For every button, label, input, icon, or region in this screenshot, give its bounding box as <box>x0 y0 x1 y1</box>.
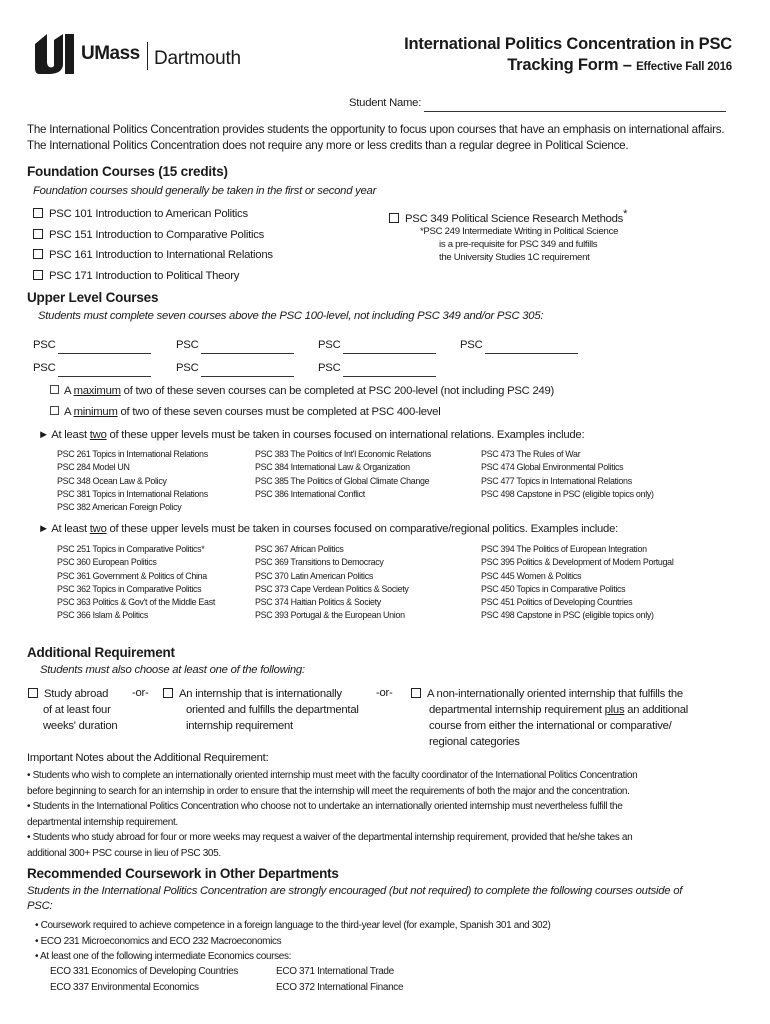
checkbox-non-intl-internship[interactable] <box>411 688 421 698</box>
recommended-bullets <box>35 918 550 965</box>
list-item: PSC 367 African Politics <box>255 544 344 554</box>
list-item: ECO 331 Economics of Developing Countries <box>50 966 238 977</box>
note-line: • Students who study abroad for four or more weeks may request a waiver of the departmental internship requirement, provided that he/she takes an <box>27 832 633 844</box>
recommended-note: Students in the International Politics Concentration are strongly encouraged (but not required) to complete the following courses outside of PSC: <box>27 885 683 912</box>
note-line: before beginning to search for an internship in order to ensure that the internship will meet the requirements of both the major and the concentration. <box>27 785 630 797</box>
list-item: PSC 261 Topics in International Relations <box>57 449 208 459</box>
or-separator-1: -or- <box>132 687 149 699</box>
checkbox-psc161[interactable] <box>33 249 43 259</box>
foundation-course-101: PSC 101 Introduction to American Politics <box>33 204 273 225</box>
foundation-course-161: PSC 161 Introduction to International Relations <box>33 245 273 266</box>
list-item: PSC 474 Global Environmental Politics <box>481 462 624 473</box>
list-item: ECO 372 International Finance <box>276 981 404 993</box>
list-item: PSC 395 Politics & Development of Modern Portugal <box>481 557 674 568</box>
title-line-2: Tracking Form – Effective Fall 2016 <box>507 56 732 74</box>
checkbox-psc171[interactable] <box>33 270 43 280</box>
footnote-line-3: the University Studies 1C requirement <box>439 252 590 263</box>
option-study-abroad: Study abroad of at least four weeks' duration <box>28 686 117 734</box>
intro-line-2: The International Politics Concentration does not require any more or less credits than a regular degree in Political Science. <box>27 138 629 152</box>
important-notes <box>27 768 637 862</box>
checkbox-intl-internship[interactable] <box>163 688 173 698</box>
list-item: ECO 371 International Trade <box>276 966 394 977</box>
checkbox-study-abroad[interactable] <box>28 688 38 698</box>
note-line: • Students who wish to complete an internationally oriented internship must meet with the faculty coordinator of the International Politics Concentration <box>27 770 638 781</box>
additional-heading: Additional Requirement <box>27 645 175 660</box>
student-name-row <box>349 96 726 112</box>
upper-note: Students must complete seven courses above the PSC 100-level, not including PSC 349 and/or PSC 305: <box>38 310 544 322</box>
list-item: PSC 385 The Politics of Global Climate Change <box>255 475 430 486</box>
eco-col-2 <box>276 964 403 995</box>
additional-note: Students must also choose at least one of the following: <box>40 664 305 676</box>
ir-requirement: ► At least two of these upper levels must be taken in courses focused on international relations. Examples include: <box>38 429 585 441</box>
list-item: PSC 382 American Foreign Policy <box>57 502 182 513</box>
list-item: PSC 348 Ocean Law & Policy <box>57 475 167 486</box>
ir-examples-col-1 <box>57 448 208 514</box>
important-notes-title: Important Notes about the Additional Requirement: <box>27 752 269 764</box>
list-item: PSC 498 Capstone in PSC (eligible topics only) <box>481 610 654 621</box>
student-name-label: Student Name: <box>349 97 422 109</box>
intro-line-1: The International Politics Concentration provides students the opportunity to focus upon courses that have an emphasis on international affairs. <box>27 123 725 136</box>
intro-text <box>27 122 724 153</box>
option-non-intl-internship: A non-internationally oriented internship that fulfills the departmental internship requirement plus an additional course from either the international or comparative/ regional categories <box>411 686 688 750</box>
psc-slot-3[interactable]: PSC <box>318 338 436 354</box>
list-item: PSC 445 Women & Politics <box>481 570 582 581</box>
umass-logo-mark-icon <box>33 34 75 74</box>
list-item: PSC 386 International Conflict <box>255 488 365 499</box>
title-line-1: International Politics Concentration in PSC <box>404 35 732 53</box>
list-item: PSC 361 Government & Politics of China <box>57 570 207 581</box>
umass-logo <box>33 34 273 76</box>
ir-examples-col-2 <box>255 448 431 501</box>
checkbox-rule-maximum[interactable] <box>50 385 59 394</box>
list-item: PSC 394 The Politics of European Integration <box>481 544 647 554</box>
psc-slot-2[interactable]: PSC <box>176 338 294 354</box>
psc-slot-1[interactable]: PSC <box>33 338 151 354</box>
rule-maximum: A maximum of two of these seven courses can be completed at PSC 200-level (not including PSC 249) <box>50 384 554 398</box>
cp-examples-col-3 <box>481 543 674 623</box>
foundation-course-151: PSC 151 Introduction to Comparative Politics <box>33 225 273 246</box>
cp-requirement: ► At least two of these upper levels must be taken in courses focused on comparative/regional politics. Examples include: <box>38 523 619 535</box>
list-item: PSC 473 The Rules of War <box>481 449 581 459</box>
note-line: • Students in the International Politics Concentration who choose not to undertake an internationally oriented internship must nevertheless fulfill the <box>27 801 623 813</box>
list-item: PSC 393 Portugal & the European Union <box>255 610 405 621</box>
student-name-field[interactable] <box>424 97 726 112</box>
option-intl-internship: An internship that is internationally oriented and fulfills the departmental internship requirement <box>163 686 359 734</box>
list-item: • At least one of the following intermediate Economics courses: <box>35 951 292 962</box>
list-item: PSC 451 Politics of Developing Countries <box>481 597 633 608</box>
effective-date: Effective Fall 2016 <box>636 61 732 73</box>
foundation-list <box>33 204 273 286</box>
list-item: • ECO 231 Microeconomics and ECO 232 Macroeconomics <box>35 935 282 947</box>
list-item: • Coursework required to achieve competence in a foreign language to the third-year level (for example, Spanish 301 and 302) <box>35 920 551 931</box>
list-item: PSC 383 The Politics of Int'l Economic Relations <box>255 449 432 459</box>
checkbox-psc101[interactable] <box>33 208 43 218</box>
list-item: PSC 450 Topics in Comparative Politics <box>481 583 626 594</box>
page-title <box>404 34 732 78</box>
list-item: PSC 384 International Law & Organization <box>255 462 410 473</box>
psc-slot-7[interactable]: PSC <box>318 361 436 377</box>
checkbox-psc151[interactable] <box>33 229 43 239</box>
psc-slot-6[interactable]: PSC <box>176 361 294 377</box>
methods-footnote <box>420 225 618 264</box>
note-line: additional 300+ PSC course in lieu of PSC 305. <box>27 847 221 859</box>
list-item: PSC 369 Transitions to Democracy <box>255 557 384 568</box>
cp-examples-col-1 <box>57 543 215 623</box>
checkbox-psc349[interactable] <box>389 213 399 223</box>
list-item: PSC 498 Capstone in PSC (eligible topics only) <box>481 488 654 499</box>
list-item: PSC 370 Latin American Politics <box>255 570 373 581</box>
list-item: PSC 363 Politics & Gov't of the Middle East <box>57 597 215 608</box>
list-item: PSC 362 Topics in Comparative Politics <box>57 583 202 594</box>
upper-heading: Upper Level Courses <box>27 290 159 305</box>
list-item: ECO 337 Environmental Economics <box>50 981 199 993</box>
foundation-heading: Foundation Courses (15 credits) <box>27 164 228 179</box>
list-item: PSC 374 Haitian Politics & Society <box>255 597 381 608</box>
note-line: departmental internship requirement. <box>27 816 178 828</box>
checkbox-rule-minimum[interactable] <box>50 406 59 415</box>
foundation-course-171: PSC 171 Introduction to Political Theory <box>33 266 273 287</box>
list-item: PSC 360 European Politics <box>57 557 157 568</box>
logo-campus-text: Dartmouth <box>154 48 241 69</box>
cp-examples-col-2 <box>255 543 409 623</box>
psc-slot-5[interactable]: PSC <box>33 361 151 377</box>
list-item: PSC 366 Islam & Politics <box>57 610 148 621</box>
list-item: PSC 477 Topics in International Relations <box>481 475 632 486</box>
or-separator-2: -or- <box>376 687 393 699</box>
footnote-line-1: *PSC 249 Intermediate Writing in Political Science <box>420 226 619 237</box>
rule-minimum: A minimum of two of these seven courses must be completed at PSC 400-level <box>50 405 440 419</box>
ir-examples-col-3 <box>481 448 654 501</box>
list-item: PSC 251 Topics in Comparative Politics* <box>57 544 205 554</box>
methods-course: PSC 349 Political Science Research Methods* <box>389 204 627 229</box>
footnote-line-2: is a pre-requisite for PSC 349 and fulfills <box>439 239 598 250</box>
list-item: PSC 381 Topics in International Relations <box>57 488 208 499</box>
list-item: PSC 284 Model UN <box>57 462 130 473</box>
foundation-note: Foundation courses should generally be taken in the first or second year <box>33 185 377 197</box>
logo-divider <box>147 42 148 70</box>
psc-slot-4[interactable]: PSC <box>460 338 578 354</box>
list-item: PSC 373 Cape Verdean Politics & Society <box>255 583 409 594</box>
eco-col-1 <box>50 964 238 995</box>
methods-asterisk: * <box>623 208 628 220</box>
recommended-heading: Recommended Coursework in Other Departments <box>27 866 339 881</box>
logo-umass-text: UMass <box>81 43 140 64</box>
